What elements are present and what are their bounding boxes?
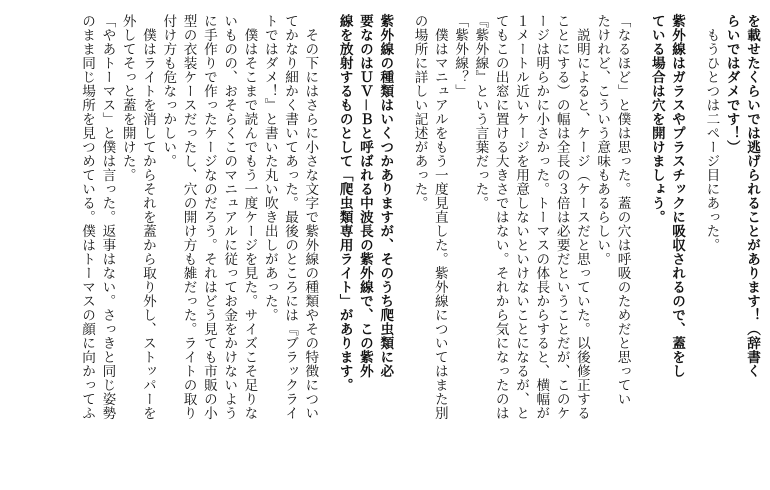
bold-paragraph-uv-absorption: 紫外線はガラスやプラスチックに吸収されるので、蓋をし ている場合は穴を開けましょう。 bbox=[648, 14, 686, 378]
vertical-text-column bbox=[63, 14, 762, 484]
bold-paragraph-dictionary-warning: を載せたくらいでは逃げられることがあります！（辞書く らいではダメです！） bbox=[723, 14, 760, 378]
bold-paragraph-uvb-light: 紫外線の種類はいくつかありますが、そのうち爬虫類に必 要なのはＵＶ－Ｂと呼ばれる中波長の紫外線で、この紫外 線を放射するものとして「爬虫類専用ライト」があります。 bbox=[336, 14, 394, 392]
paragraph-second-page-note: もうひとつは二ページ目にあった。 bbox=[703, 14, 720, 252]
paragraph-cage-size: 「なるほど」と僕は思った。蓋の穴は呼吸のためだと思ってい たけれど、こういう意味もあるらしい。 説明によると、ケージ（ケースだと思っていた。以後修正する ことにする）の幅は全長の３倍は必要だということだが、このケ ージは明らかに小さかった。トーマスの体長からすると、横幅が １メートル近いケージを用意しないといけないことになるが、と てもこの出窓に置ける大きさではない。それから気になったのは 『紫外線』という言葉だった。 「紫外線？」 僕はマニュアルをもう一度見直した。紫外線についてはまた別 の場所に詳しい記述があった。 bbox=[411, 14, 631, 420]
paragraph-black-light-and-thomas: その下にはさらに小さな文字で紫外線の種類やその特徴につい てかなり細かく書いてあった。最後のところには『ブラックライ トではダメ！』と書いた丸い吹き出しがあった。 僕はそこまで読んでもう一度ケージを見た。サイズこそ足りな いものの、おそらくこのマニュアルに従ってお金をかけないよう に手作りで作ったケージなのだろう。それはどう見ても市販の小 型の衣装ケースだったし、穴の開け方も雑だった。ライトの取り 付け方も危なっかしい。 僕はライトを消してからそれを蓋から取り外し、ストッパーを 外してそっと蓋を開けた。 「やあトーマス」と僕は言った。返事はない。さっきと同じ姿勢 のまま同じ場所を見つめている。僕はトーマスの顔に向かってふ bbox=[79, 14, 319, 420]
